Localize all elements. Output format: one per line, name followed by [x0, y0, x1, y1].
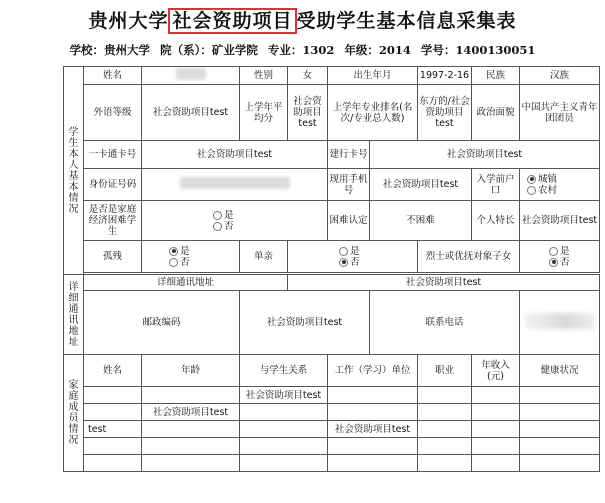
family-cell: [142, 421, 240, 438]
department-field: 院（系）：矿业学院: [160, 43, 258, 57]
martyr-options: 是 否: [520, 241, 600, 273]
orphan-label: 孤残: [84, 241, 142, 273]
politics-label: 政治面貌: [472, 85, 520, 141]
family-cell: [418, 404, 472, 421]
address-value: 社会资助项目test: [288, 275, 600, 291]
politics-value: 中国共产主义青年团团员: [520, 85, 600, 141]
section-basic-label: 学生本人基本情况: [64, 67, 84, 275]
address-label: 详细通讯地址: [84, 275, 288, 291]
single-yes-radio[interactable]: [339, 247, 348, 256]
family-cell: 社会资助项目test: [328, 421, 418, 438]
phone-value: 社会资助项目test: [370, 169, 472, 201]
table-row: [64, 387, 600, 404]
family-cell: [328, 455, 418, 472]
tel-label: 联系电话: [370, 291, 520, 355]
table-row: [64, 404, 600, 421]
table-row: [64, 421, 600, 438]
section-contact-label: 详细通讯地址: [64, 275, 84, 355]
poor-no-radio[interactable]: [213, 222, 222, 231]
redacted-id: [180, 177, 290, 189]
family-cell: [472, 421, 520, 438]
martyr-no-radio[interactable]: [549, 258, 558, 267]
student-id-field: 学号：1400130051: [420, 43, 536, 57]
student-info-line: [0, 42, 605, 58]
family-cell: [472, 455, 520, 472]
family-cell: [142, 387, 240, 404]
hukou-options: 城镇 农村: [520, 169, 600, 201]
family-header-health: 健康状况: [520, 355, 600, 387]
title-prefix: 贵州大学: [88, 10, 169, 32]
family-header-name: 姓名: [84, 355, 142, 387]
single-options: 是 否: [288, 241, 418, 273]
redacted-name: [176, 68, 206, 80]
family-cell: [328, 438, 418, 455]
tel-value: [520, 291, 600, 355]
family-header-relation: 与学生关系: [240, 355, 328, 387]
poor-options: 是 否: [142, 201, 328, 241]
family-cell: [520, 404, 600, 421]
table-row: [64, 438, 600, 455]
gender-value: 女: [288, 67, 328, 85]
family-cell: 社会资助项目test: [240, 387, 328, 404]
id-value: [142, 169, 328, 201]
rank-label: 上学年专业排名(名次/专业总人数): [328, 85, 418, 141]
rank-value: 东方的/社会资助项目test: [418, 85, 472, 141]
family-header-age: 年龄: [142, 355, 240, 387]
family-cell: [240, 455, 328, 472]
family-cell: [418, 438, 472, 455]
family-cell: [84, 455, 142, 472]
form-title: [0, 6, 605, 33]
major-field: 专业：1302: [267, 43, 335, 57]
redacted-phone: [525, 313, 595, 329]
single-label: 单亲: [240, 241, 288, 273]
card-label: 一卡通卡号: [84, 141, 142, 169]
hukou-rural-radio[interactable]: [527, 186, 536, 195]
family-cell: [472, 404, 520, 421]
birth-value: 1997-2-16: [418, 67, 472, 85]
family-cell: [142, 455, 240, 472]
orphan-no-radio[interactable]: [169, 258, 178, 267]
family-cell: [84, 387, 142, 404]
highlighted-project-name: 社会资助项目: [168, 8, 296, 34]
family-cell: [520, 387, 600, 404]
poor-label: 是否是家庭经济困难学生: [84, 201, 142, 241]
family-cell: [472, 387, 520, 404]
family-cell: [472, 438, 520, 455]
avg-value: 社会资助项目test: [288, 85, 328, 141]
family-cell: [328, 404, 418, 421]
bank-value: 社会资助项目test: [370, 141, 600, 169]
martyr-label: 烈士或优抚对象子女: [418, 241, 520, 273]
family-cell: [520, 455, 600, 472]
hardship-value: 不困难: [370, 201, 472, 241]
family-header-job: 职业: [418, 355, 472, 387]
hardship-label: 困难认定: [328, 201, 370, 241]
hukou-label: 入学前户口: [472, 169, 520, 201]
orphan-yes-radio[interactable]: [169, 247, 178, 256]
postal-label: 邮政编码: [84, 291, 240, 355]
talent-value: 社会资助项目test: [520, 201, 600, 241]
family-cell: [240, 438, 328, 455]
title-suffix: 受助学生基本信息采集表: [296, 10, 517, 32]
birth-label: 出生年月: [328, 67, 418, 85]
family-cell: [418, 421, 472, 438]
family-cell: [84, 438, 142, 455]
single-no-radio[interactable]: [339, 258, 348, 267]
family-cell: [520, 438, 600, 455]
ethnicity-value: 汉族: [520, 67, 600, 85]
family-cell: 社会资助项目test: [142, 404, 240, 421]
postal-value: 社会资助项目test: [240, 291, 370, 355]
info-collection-form: [63, 66, 600, 472]
table-row: [64, 455, 600, 472]
family-cell: [418, 387, 472, 404]
phone-label: 现用手机号: [328, 169, 370, 201]
family-cell: test: [84, 421, 142, 438]
id-label: 身份证号码: [84, 169, 142, 201]
family-cell: [328, 387, 418, 404]
family-cell: [84, 404, 142, 421]
name-value: [142, 67, 240, 85]
card-value: 社会资助项目test: [142, 141, 328, 169]
hukou-town-radio[interactable]: [527, 175, 536, 184]
lang-value: 社会资助项目test: [142, 85, 240, 141]
martyr-yes-radio[interactable]: [549, 247, 558, 256]
lang-label: 外语等级: [84, 85, 142, 141]
bank-label: 建行卡号: [328, 141, 370, 169]
section-family-label: 家庭成员情况: [64, 355, 84, 472]
family-cell: [240, 421, 328, 438]
family-cell: [142, 438, 240, 455]
family-cell: [520, 421, 600, 438]
family-header-income: 年收入(元): [472, 355, 520, 387]
poor-yes-radio[interactable]: [213, 211, 222, 220]
family-header-work: 工作（学习）单位: [328, 355, 418, 387]
school-field: 学校：贵州大学: [69, 43, 151, 57]
name-label: 姓名: [84, 67, 142, 85]
gender-label: 性别: [240, 67, 288, 85]
family-cell: [240, 404, 328, 421]
family-cell: [418, 455, 472, 472]
avg-label: 上学年平均分: [240, 85, 288, 141]
ethnicity-label: 民族: [472, 67, 520, 85]
grade-field: 年级：2014: [344, 43, 411, 57]
talent-label: 个人特长: [472, 201, 520, 241]
orphan-options: 是 否: [142, 241, 240, 273]
